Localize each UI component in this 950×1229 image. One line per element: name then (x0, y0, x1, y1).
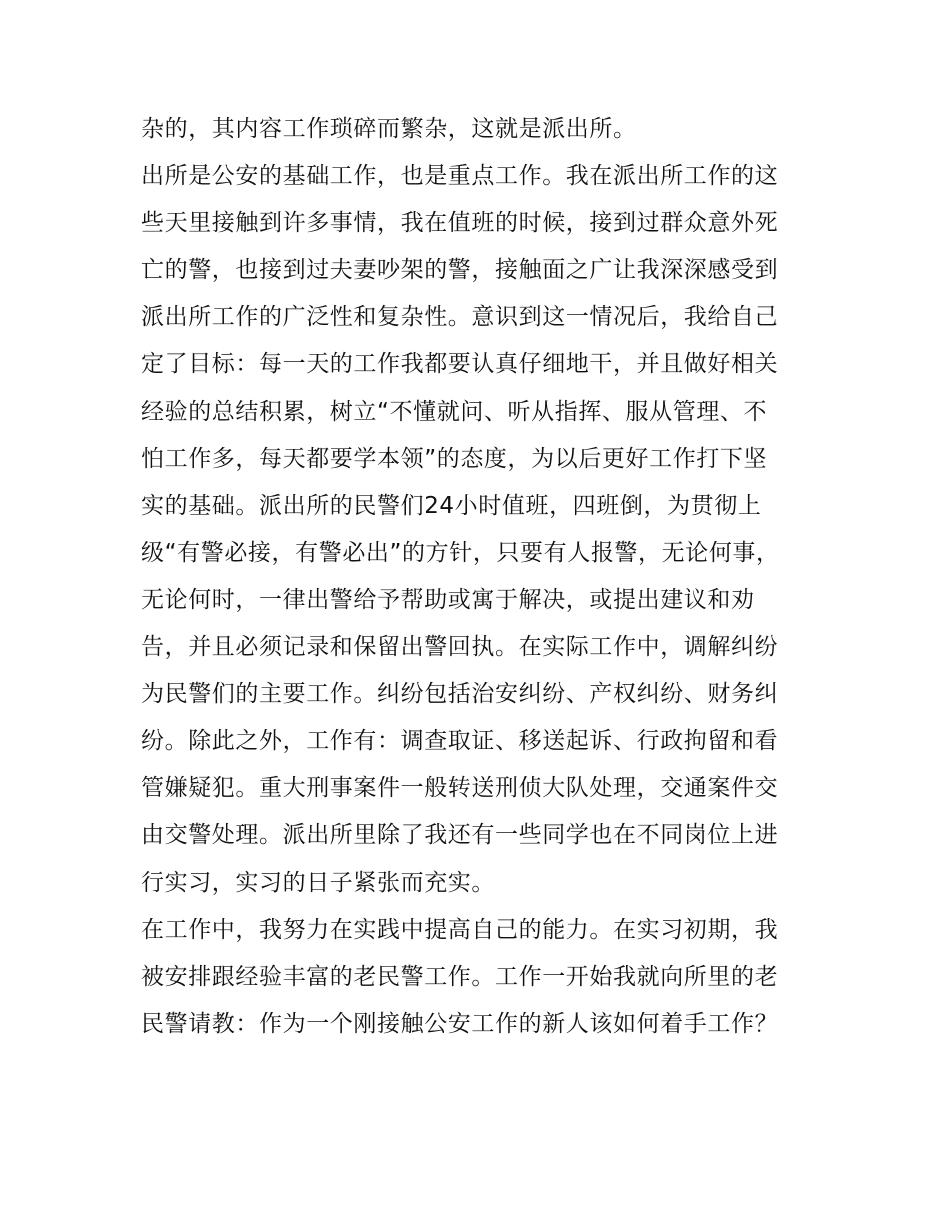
text-line: 经验的总结积累，树立“不懂就问、听从指挥、服从管理、不 (141, 398, 768, 425)
text-line: 民警请教：作为一个刚接触公安工作的新人该如何着手工作？ (141, 1010, 779, 1037)
document-body (141, 106, 816, 1048)
text-line: 怕工作多，每天都要学本领”的态度，为以后更好工作打下坚 (141, 445, 768, 472)
text-line: 杂的，其内容工作琐碎而繁杂，这就是派出所。 (141, 116, 637, 142)
text-line: 级“有警必接，有警必出”的方针，只要有人报警，无论何事， (141, 539, 780, 566)
text-line: 告，并且必须记录和保留出警回执。在实际工作中，调解纠纷 (141, 634, 779, 661)
text-line: 行实习，实习的日子紧张而充实。 (141, 869, 495, 896)
text-line: 为民警们的主要工作。纠纷包括治安纠纷、产权纠纷、财务纠 (141, 681, 779, 708)
text-line: 管嫌疑犯。重大刑事案件一般转送刑侦大队处理，交通案件交 (141, 775, 779, 802)
text-line: 纷。除此之外，工作有：调查取证、移送起诉、行政拘留和看 (141, 728, 779, 755)
text-line: 亡的警，也接到过夫妻吵架的警，接触面之广让我深深感受到 (141, 257, 779, 284)
text-line: 出所是公安的基础工作，也是重点工作。我在派出所工作的这 (141, 163, 779, 190)
text-line: 被安排跟经验丰富的老民警工作。工作一开始我就向所里的老 (141, 963, 779, 990)
text-line: 在工作中，我努力在实践中提高自己的能力。在实习初期，我 (141, 916, 779, 943)
text-line: 些天里接触到许多事情，我在值班的时候，接到过群众意外死 (141, 210, 779, 237)
text-line: 实的基础。派出所的民警们24小时值班，四班倒，为贯彻上 (141, 492, 762, 519)
text-line: 定了目标：每一天的工作我都要认真仔细地干，并且做好相关 (141, 351, 779, 378)
text-line: 派出所工作的广泛性和复杂性。意识到这一情况后，我给自己 (141, 304, 779, 331)
text-line: 由交警处理。派出所里除了我还有一些同学也在不同岗位上进 (141, 822, 779, 849)
text-line: 无论何时，一律出警给予帮助或寓于解决，或提出建议和劝 (141, 586, 755, 613)
